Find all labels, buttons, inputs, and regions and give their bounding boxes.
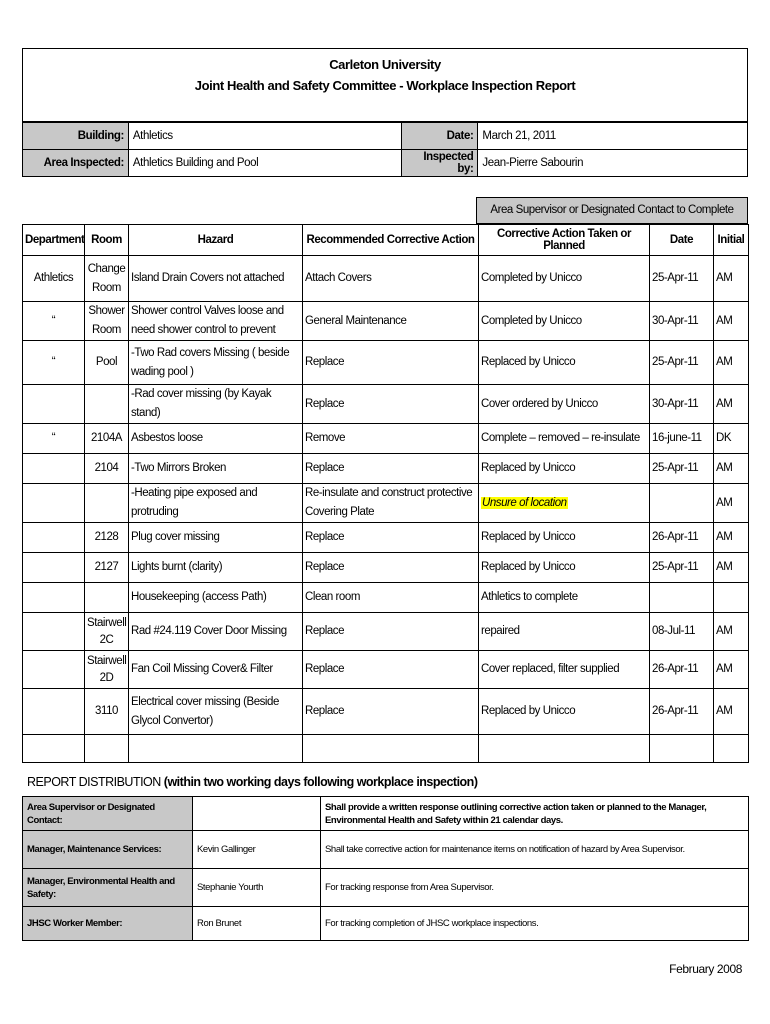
cell-taken xyxy=(479,424,650,454)
cell-initial: AM xyxy=(714,523,749,553)
cell-taken: Athletics to complete xyxy=(479,583,650,613)
distribution-name: Ron Brunet xyxy=(193,907,321,941)
distribution-row xyxy=(23,797,749,831)
cell-taken: Cover replaced, filter supplied xyxy=(479,651,650,689)
cell-recommended: Replace xyxy=(303,613,479,651)
cell-room: Shower Room xyxy=(85,302,129,341)
table-row xyxy=(23,454,749,484)
distribution-row xyxy=(23,907,749,941)
cell-date: 30-Apr-11 xyxy=(650,385,714,424)
cell-department: “ xyxy=(23,424,85,454)
cell-taken: Completed by Unicco xyxy=(479,302,650,341)
empty-cell xyxy=(650,735,714,763)
cell-initial: AM xyxy=(714,454,749,484)
cell-recommended: Replace xyxy=(303,523,479,553)
cell-initial xyxy=(714,583,749,613)
cell-recommended: Replace xyxy=(303,454,479,484)
cell-hazard xyxy=(129,302,303,341)
cell-department xyxy=(23,454,85,484)
distribution-name: Kevin Gallinger xyxy=(193,831,321,869)
table-row xyxy=(23,523,749,553)
cell-hazard: Housekeeping (access Path) xyxy=(129,583,303,613)
distribution-role: Manager, Environmental Health and Safety: xyxy=(23,869,193,907)
empty-cell xyxy=(129,735,303,763)
organization-name: Carleton University xyxy=(329,57,441,72)
cell-hazard-text: Shower control Valves loose and need shower control to prevent xyxy=(131,305,284,336)
cell-hazard: Plug cover missing xyxy=(129,523,303,553)
cell-date: 25-Apr-11 xyxy=(650,256,714,302)
cell-initial: AM xyxy=(714,256,749,302)
building-value: Athletics xyxy=(128,123,402,150)
table-row xyxy=(23,302,749,341)
cell-hazard: Rad #24.119 Cover Door Missing xyxy=(129,613,303,651)
cell-department xyxy=(23,553,85,583)
col-hazard: Hazard xyxy=(129,225,303,256)
cell-taken: Completed by Unicco xyxy=(479,256,650,302)
supervisor-banner: Area Supervisor or Designated Contact to Complete xyxy=(476,197,748,224)
cell-room: Pool xyxy=(85,341,129,385)
col-recommended: Recommended Corrective Action xyxy=(303,225,479,256)
table-row xyxy=(23,583,749,613)
cell-taken: Replaced by Unicco xyxy=(479,523,650,553)
cell-initial: AM xyxy=(714,484,749,523)
table-row xyxy=(23,256,749,302)
cell-taken: Replaced by Unicco xyxy=(479,454,650,484)
col-taken: Corrective Action Taken or Planned xyxy=(479,225,650,256)
cell-department: “ xyxy=(23,302,85,341)
building-label: Building: xyxy=(23,123,129,150)
cell-taken: Replaced by Unicco xyxy=(479,341,650,385)
cell-taken: Cover ordered by Unicco xyxy=(479,385,650,424)
distribution-row xyxy=(23,831,749,869)
empty-cell xyxy=(85,735,129,763)
cell-date: 26-Apr-11 xyxy=(650,651,714,689)
col-date: Date xyxy=(650,225,714,256)
inspector-value: Jean-Pierre Sabourin xyxy=(478,150,748,177)
table-header-row xyxy=(23,225,749,256)
cell-initial: AM xyxy=(714,302,749,341)
distribution-name xyxy=(193,797,321,831)
cell-hazard: Island Drain Covers not attached xyxy=(129,256,303,302)
cell-department xyxy=(23,651,85,689)
table-row xyxy=(23,689,749,735)
table-row xyxy=(23,553,749,583)
cell-hazard: -Rad cover missing (by Kayak stand) xyxy=(129,385,303,424)
cell-department: Athletics xyxy=(23,256,85,302)
cell-department xyxy=(23,583,85,613)
cell-hazard: -Two Rad covers Missing ( beside wading pool ) xyxy=(129,341,303,385)
cell-date: 30-Apr-11 xyxy=(650,302,714,341)
cell-room: 2127 xyxy=(85,553,129,583)
cell-recommended: Replace xyxy=(303,553,479,583)
cell-initial: AM xyxy=(714,651,749,689)
unsure-location-note: Unsure of location xyxy=(482,496,567,509)
cell-date: 08-Jul-11 xyxy=(650,613,714,651)
inspector-label: Inspected by: xyxy=(402,150,478,177)
cell-initial: AM xyxy=(714,689,749,735)
col-department: Department xyxy=(23,225,85,256)
cell-taken: repaired xyxy=(479,613,650,651)
cell-recommended: Replace xyxy=(303,689,479,735)
cell-initial: AM xyxy=(714,341,749,385)
table-row xyxy=(23,484,749,523)
empty-cell xyxy=(303,735,479,763)
empty-cell xyxy=(714,735,749,763)
cell-taken: Replaced by Unicco xyxy=(479,553,650,583)
cell-recommended: Replace xyxy=(303,385,479,424)
empty-cell xyxy=(23,735,85,763)
cell-hazard: Lights burnt (clarity) xyxy=(129,553,303,583)
col-room: Room xyxy=(85,225,129,256)
distribution-role: JHSC Worker Member: xyxy=(23,907,193,941)
distribution-heading: REPORT DISTRIBUTION xyxy=(27,775,161,789)
cell-recommended: Replace xyxy=(303,651,479,689)
cell-department xyxy=(23,689,85,735)
distribution-table xyxy=(22,796,749,941)
cell-room xyxy=(85,583,129,613)
cell-initial: DK xyxy=(714,424,749,454)
distribution-duty: Shall take corrective action for maintenance items on notification of hazard by Area Supervisor. xyxy=(321,831,749,869)
cell-room: 2128 xyxy=(85,523,129,553)
cell-department xyxy=(23,385,85,424)
cell-department xyxy=(23,523,85,553)
inspection-info-table xyxy=(22,122,748,177)
hazard-table xyxy=(22,224,749,763)
cell-initial: AM xyxy=(714,613,749,651)
cell-department xyxy=(23,613,85,651)
distribution-name: Stephanie Yourth xyxy=(193,869,321,907)
table-row xyxy=(23,385,749,424)
table-row xyxy=(23,651,749,689)
cell-hazard: -Heating pipe exposed and protruding xyxy=(129,484,303,523)
cell-recommended: Re-insulate and construct protective Covering Plate xyxy=(303,484,479,523)
distribution-role: Manager, Maintenance Services: xyxy=(23,831,193,869)
cell-recommended: Clean room xyxy=(303,583,479,613)
cell-date: 25-Apr-11 xyxy=(650,341,714,385)
cell-room: 2104 xyxy=(85,454,129,484)
distribution-duty: For tracking completion of JHSC workplace inspections. xyxy=(321,907,749,941)
distribution-title xyxy=(27,775,477,789)
cell-department: “ xyxy=(23,341,85,385)
cell-hazard: Electrical cover missing (Beside Glycol Convertor) xyxy=(129,689,303,735)
table-row xyxy=(23,341,749,385)
cell-date: 16-june-11 xyxy=(650,424,714,454)
col-initial: Initial xyxy=(714,225,749,256)
footer-date: February 2008 xyxy=(669,962,742,976)
table-row xyxy=(23,613,749,651)
empty-cell xyxy=(479,735,650,763)
cell-date: 25-Apr-11 xyxy=(650,553,714,583)
cell-recommended: General Maintenance xyxy=(303,302,479,341)
cell-date: 26-Apr-11 xyxy=(650,689,714,735)
cell-initial: AM xyxy=(714,385,749,424)
cell-date: 26-Apr-11 xyxy=(650,523,714,553)
cell-taken xyxy=(479,484,650,523)
distribution-row xyxy=(23,869,749,907)
date-value: March 21, 2011 xyxy=(478,123,748,150)
cell-date xyxy=(650,484,714,523)
cell-initial: AM xyxy=(714,553,749,583)
area-label: Area Inspected: xyxy=(23,150,129,177)
cell-room: Stairwell 2D xyxy=(85,651,129,689)
area-value: Athletics Building and Pool xyxy=(128,150,402,177)
cell-date xyxy=(650,583,714,613)
cell-room: 2104A xyxy=(85,424,129,454)
cell-room: 3110 xyxy=(85,689,129,735)
cell-room: Stairwell 2C xyxy=(85,613,129,651)
date-label: Date: xyxy=(402,123,478,150)
table-row xyxy=(23,424,749,454)
distribution-duty: Shall provide a written response outlining corrective action taken or planned to the Manager, Environmental Health and Safety within 21 calendar days. xyxy=(321,797,749,831)
empty-table-row xyxy=(23,735,749,763)
cell-recommended: Replace xyxy=(303,341,479,385)
cell-room xyxy=(85,484,129,523)
cell-department xyxy=(23,484,85,523)
cell-hazard: -Two Mirrors Broken xyxy=(129,454,303,484)
cell-hazard: Fan Coil Missing Cover& Filter xyxy=(129,651,303,689)
cell-hazard: Asbestos loose xyxy=(129,424,303,454)
cell-room xyxy=(85,385,129,424)
distribution-note: (within two working days following workplace inspection) xyxy=(163,775,478,789)
cell-recommended: Attach Covers xyxy=(303,256,479,302)
cell-recommended: Remove xyxy=(303,424,479,454)
cell-date: 25-Apr-11 xyxy=(650,454,714,484)
report-header xyxy=(22,48,748,122)
cell-room: Change Room xyxy=(85,256,129,302)
distribution-role: Area Supervisor or Designated Contact: xyxy=(23,797,193,831)
cell-taken: Replaced by Unicco xyxy=(479,689,650,735)
report-title: Joint Health and Safety Committee - Workplace Inspection Report xyxy=(194,78,576,93)
distribution-duty: For tracking response from Area Supervisor. xyxy=(321,869,749,907)
cell-taken-text: Complete – removed – re-insulate xyxy=(481,432,640,444)
